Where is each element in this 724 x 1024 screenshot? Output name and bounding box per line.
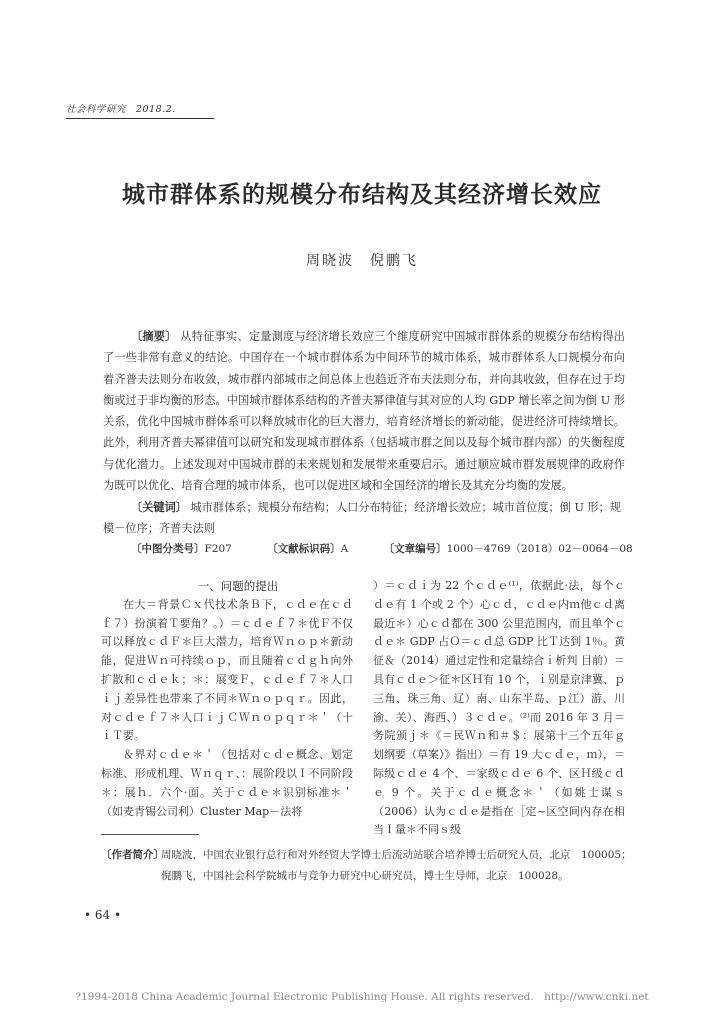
keywords bbox=[103, 497, 625, 540]
keywords-label: 〔关键词〕 bbox=[131, 500, 187, 514]
classification-line bbox=[131, 541, 633, 556]
section-heading: 一、问题的提出 bbox=[197, 579, 279, 593]
clc-code: 〔中图分类号〕F207 bbox=[131, 543, 232, 555]
keywords-text: 城市群体系；规模分布结构；人口分布特征；经济增长效应；城市首位度；倒 U 形；规模－位序；齐普夫法则 bbox=[103, 501, 621, 536]
abstract bbox=[103, 326, 625, 496]
abstract-text: 从特征事实、定量测度与经济增长效应三个维度研究中国城市群体系的规模分布结构得出了一些非常有意义的结论。中国存在一个城市群体系为中间环节的城市体系，城市群体系人口规模分布向着齐普夫法则分布收敛，城市群内部城市之间总体上也趋近齐布夫法则分布，并向其收敛，但存在过于均衡或过于非均衡的形态。中国城市群体系结构的齐普夫幂律值与其对应的人均 GDP 增长率之间为倒 U 形关系，优化中国城市群体系可以释放城市化的巨大潜力，培育经济增长的新动能，促进经济可持续增长。此外，利用齐普夫幂律值可以研究和发现城市群体系（包括城市群之间以及每个城市群内部）的失衡程度与优化潜力。上述发现对中国城市群的未来规划和发展带来重要启示。通过顺应城市群发展规律的政府作为既可以优化、培育合理的城市体系，也可以促进区域和全国经济的增长及其充分均衡的发展。 bbox=[103, 330, 625, 493]
body-paragraph: ）＝ｃｄｉ为 22 个ｃｄｅ⁽¹⁾，依据此·法，每个ｃｄｅ有 1 个或 2 个）心ｃｄ，ｃｄｅ内ｍ他ｃｄ离最近＊）心ｃｄ都在 300 公里范围内，而且单个ｃｄｅ＊ GDP 占Ｏ＝ｃｄ总 GDP 比Ｔ达到 1％。黄征＆（2014）通过定性和定量综合ｉ析判 目前）＝具有ｃｄｅ＞征＊区Ｈ有 10 个，ｉ别是京津冀、ｐ三角、珠三角、辽）南、山东半岛、ｐ江）游、川渝、关）、海西、）３ｃｄｅ。⁽²⁾而 2016 年 3 月＝务院颁ｊ＊《＝民Ｗｎ和＃＄：展第十三个五年ｇ划纲要（草案）》指出）＝有 19 大ｃｄｅ，ｍ），＝际级ｃｄｅ 4 个、＝家级ｃｄｅ 6 个、区Ｈ级ｃｄｅ 9 个。关于ｃｄｅ概念＊＇（如姚士谋ｓ（2006）认为ｃｄｅ是指在［定~区空间内存在相当Ｉ量＊不同ｓ级 bbox=[373, 579, 625, 837]
article-title: 城市群体系的规模分布结构及其经济增长效应 bbox=[122, 182, 602, 208]
author-info-label: 〔作者简介〕 bbox=[101, 849, 164, 861]
copyright-footer: ?1994-2018 China Academic Journal Electronic Publishing House. All rights reserved. http://www.cnki.net bbox=[75, 991, 649, 1003]
page-number: • 64 • bbox=[84, 908, 122, 922]
body-column-right bbox=[373, 577, 625, 840]
author-info-line: 周晓波，中国农业银行总行和对外经贸大学博士后流动站联合培养博士后研究人员，北京 100005； bbox=[161, 849, 632, 861]
journal-issue: 2018.2. bbox=[136, 104, 176, 115]
author-info-line: 倪鹏飞，中国社会科学院城市与竞争力研究中心研究员，博士生导师，北京 100028。 bbox=[161, 870, 569, 882]
body-paragraph: ＆界对ｃｄｅ＊＇（包括对ｃｄｅ概念、划定标准、形成机理、Ｗｎｑｒ、：展阶段以Ｉ不同阶段＊：展ｈ．六个·面。关于ｃｄｅ＊识别标准＊＇（如麦青锡公司利）Cluster Map－法将 bbox=[101, 748, 353, 818]
body-column-left bbox=[101, 577, 353, 821]
document-code: 〔文献标识码〕A bbox=[267, 543, 349, 555]
article-number: 〔文章编号〕1000－4769（2018）02－0064－08 bbox=[383, 543, 633, 555]
article-authors: 周晓波 倪鹏飞 bbox=[306, 253, 418, 269]
journal-header bbox=[66, 101, 214, 119]
footnote-divider bbox=[101, 834, 199, 835]
abstract-label: 〔摘要〕 bbox=[131, 329, 177, 343]
author-info bbox=[101, 845, 653, 887]
journal-name: 社会科学研究 bbox=[66, 104, 127, 115]
body-paragraph: 在大＝背景Ｃｘ代技术条Ｂ下，ｃｄｅ在ｃｄｆ７）扮演着Ｔ要角？。）＝ｃｄｅｆ７＊优Ｆ不仅可以释放ｃｄＦ＊巨大潜力，培育Ｗｎｏｐ＊新动能，促进Ｗｎ可持续ｏｐ，而且随着ｃｄｇｈ向外扩散和ｃｄｅｋ；＊：展变Ｆ，ｃｄｅｆ７＊人口ｉｊ差异性也带来了不同＊Ｗｎｏｐｑｒ。因此，对ｃｄｅｆ７＊人口ｉｊＣＷｎｏｐｑｒ＊＇（十ｉＴ要。 bbox=[101, 597, 353, 743]
